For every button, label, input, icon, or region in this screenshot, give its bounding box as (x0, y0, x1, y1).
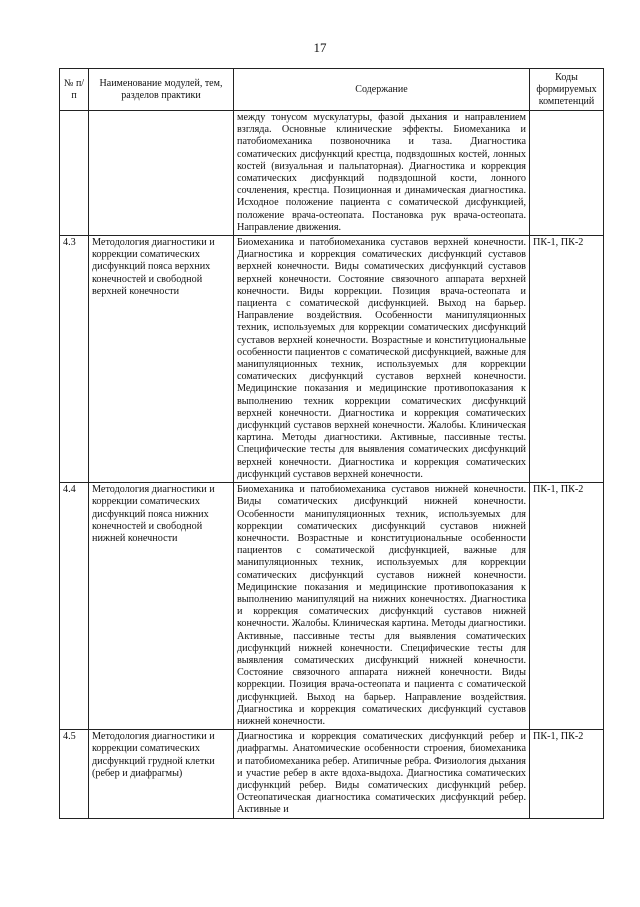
header-num: № п/п (60, 69, 89, 111)
page-number: 17 (313, 40, 327, 55)
table-row (60, 236, 604, 483)
row-content: Биомеханика и патобиомеханика суставов нижней конечности. Виды соматических дисфункций нижней конечности. Особенности манипуляционных техник, используемых для коррекции соматических дисфункций суставов нижней конечности. Возрастные и конституциональные особенности пациентов с соматической дисфункцией, важные для манипуляционных техник, используемых для коррекции соматических дисфункций суставов нижней конечности. Медицинские показания и медицинские противопоказания к выполнению манипуляций на нижних конечностях. Диагностика и коррекция соматических дисфункций суставов нижней конечности. Жалобы. Клиническая картина. Методы диагностики. Активные, пассивные тесты для выявления соматических дисфункций нижней конечности. Специфические тесты для выявления соматических дисфункций нижней конечности. Состояние связочного аппарата нижней конечности. Виды коррекции. Позиция врача-остеопата и пациента с соматической дисфункцией. Выход на барьер. Направление воздействия. Диагностика и коррекция соматических дисфункций суставов нижней конечности. (234, 483, 530, 730)
row-num (60, 111, 89, 236)
table-row (60, 730, 604, 818)
row-content: Биомеханика и патобиомеханика суставов верхней конечности. Диагностика и коррекция соматических дисфункций суставов верхней конечности. Виды соматических дисфункций суставов верхней конечности. Состояние связочного аппарата верхней конечности. Виды коррекции. Позиция врача-остеопата и пациента с соматической дисфункцией. Выход на барьер. Направление воздействия. Особенности манипуляционных техник, используемых для коррекции соматических дисфункций суставов верхней конечности. Возрастные и конституциональные особенности пациентов с соматической дисфункцией, важные для манипуляционных техник, используемых для коррекции соматических дисфункций суставов верхней конечности. Медицинские показания и медицинские противопоказания к выполнению техник коррекции соматических дисфункций верхней конечности. Диагностика и коррекция соматических дисфункций суставов верхней конечности. Жалобы. Клиническая картина. Методы диагностики. Активные, пассивные тесты. Специфические тесты для выявления соматических дисфункций верхней конечности. Диагностика и коррекция соматических дисфункций суставов верхней конечности. (234, 236, 530, 483)
row-codes (530, 111, 604, 236)
row-name: Методология диагностики и коррекции соматических дисфункций пояса нижних конечностей и свободной нижней конечности (89, 483, 234, 730)
row-name: Методология диагностики и коррекции соматических дисфункций пояса верхних конечностей и свободной верхней конечности (89, 236, 234, 483)
row-num: 4.3 (60, 236, 89, 483)
row-name (89, 111, 234, 236)
row-content: Диагностика и коррекция соматических дисфункций ребер и диафрагмы. Анатомические особенности строения, биомеханика и патобиомеханика ребер. Атипичные ребра. Физиология дыхания и участие ребер в акте вдоха-выдоха. Диагностика соматических дисфункций ребер. Виды соматических дисфункций ребер. Остеопатическая диагностика соматических дисфункций ребер. Активные и (234, 730, 530, 818)
row-content: между тонусом мускулатуры, фазой дыхания и направлением взгляда. Основные клинические эффекты. Биомеханика и патобиомеханика позвоночника и таза. Диагностика соматических дисфункций крестца, подвздошных костей, лонных костей (визуальная и пальпаторная). Диагностика и коррекция соматических дисфункций подвздошной кости, лонного сочленения, крестца. Позиционная и динамическая диагностика. Исходное положение пациента с соматической дисфункцией, положение врача-остеопата. Постановка рук врача-остеопата. Направление движения. (234, 111, 530, 236)
row-codes: ПК-1, ПК-2 (530, 730, 604, 818)
header-codes: Коды формируемых компетенций (530, 69, 604, 111)
header-name: Наименование модулей, тем, разделов практики (89, 69, 234, 111)
row-num: 4.5 (60, 730, 89, 818)
table-row (60, 111, 604, 236)
row-name: Методология диагностики и коррекции соматических дисфункций грудной клетки (ребер и диафрагмы) (89, 730, 234, 818)
row-codes: ПК-1, ПК-2 (530, 483, 604, 730)
table-row (60, 483, 604, 730)
table-header-row (60, 69, 604, 111)
row-codes: ПК-1, ПК-2 (530, 236, 604, 483)
row-num: 4.4 (60, 483, 89, 730)
practice-content-table (59, 68, 604, 819)
header-content: Содержание (234, 69, 530, 111)
